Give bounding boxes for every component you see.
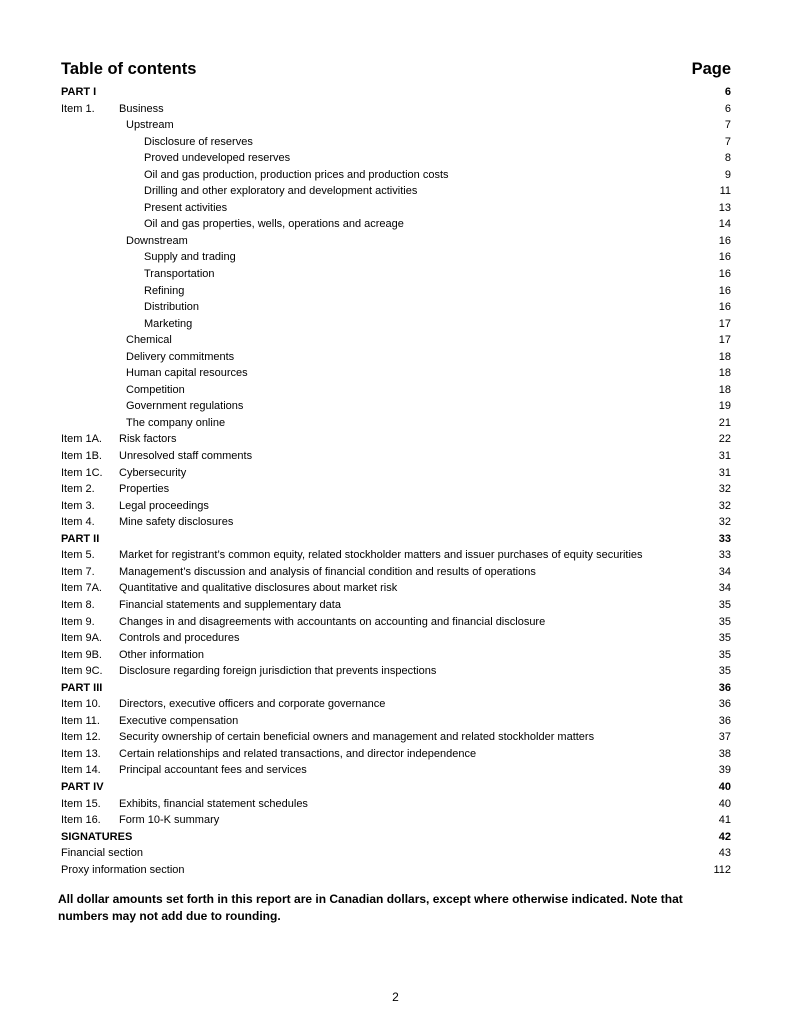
toc-page-number: 43 [718,847,731,860]
toc-page-number: 35 [718,665,731,678]
toc-entry-label: Legal proceedings [119,499,209,512]
toc-item-number: Item 5. [61,549,95,562]
toc-title: Table of contents [61,60,197,78]
toc-page-number: 42 [718,830,731,843]
toc-page-number: 8 [724,152,731,165]
toc-page-number: 13 [718,201,731,214]
toc-entry-label: Cybersecurity [119,466,187,479]
toc-item-number: Item 15. [61,797,101,810]
toc-entry-label: Certain relationships and related transactions, and director independence [119,747,477,760]
toc-row[interactable] [61,167,731,184]
toc-page-number: 6 [724,102,731,115]
toc-page-number: 21 [718,416,731,429]
toc-row[interactable] [61,117,731,134]
toc-item-number: Item 9. [61,615,95,628]
toc-page-number: 6 [724,86,731,98]
currency-note: All dollar amounts set forth in this report are in Canadian dollars, except where otherwise indicated. Note that numbers may not add due to rounding. [58,892,683,923]
toc-page-number: 31 [718,450,731,463]
toc-row[interactable] [61,365,731,382]
toc-entry-label: Government regulations [126,400,244,413]
toc-page-number: 9 [724,168,731,181]
toc-item-number: Item 13. [61,747,101,760]
toc-page-number: 16 [718,251,731,264]
toc-row[interactable] [61,762,731,779]
toc-item-number: Item 7. [61,565,95,578]
toc-entry-label: Market for registrant’s common equity, related stockholder matters and issuer purchases of equity securities [119,549,643,562]
toc-row[interactable] [61,680,731,697]
toc-entry-label: Transportation [144,268,215,281]
toc-row[interactable] [61,663,731,680]
toc-entry-label: Disclosure of reserves [144,135,253,148]
toc-page-number: 40 [718,780,731,793]
toc-page-number: 17 [718,317,731,330]
toc-entry-label: Mine safety disclosures [119,516,234,529]
toc-row[interactable] [61,398,731,415]
toc-row[interactable] [61,531,731,548]
toc-page-number: 11 [719,185,731,198]
toc-row[interactable] [61,465,731,482]
toc-item-number: Item 9B. [61,648,102,661]
toc-row[interactable] [61,547,731,564]
toc-page-number: 14 [718,218,731,231]
page-number: 2 [392,990,399,1004]
toc-page-number: 32 [718,499,731,512]
toc-item-number: Item 14. [61,764,101,777]
toc-row[interactable] [61,183,731,200]
toc-page-number: 16 [718,301,731,314]
toc-page-number: 35 [718,598,731,611]
toc-row[interactable] [61,84,731,101]
toc-row[interactable] [61,431,731,448]
toc-row[interactable] [61,101,731,118]
toc-page-number: 35 [718,648,731,661]
toc-page-number: 7 [724,119,731,132]
toc-row[interactable] [61,580,731,597]
toc-row[interactable] [61,597,731,614]
toc-page-number: 16 [718,234,731,247]
toc-item-number: Item 3. [61,499,95,512]
toc-page-number: 41 [718,814,731,827]
toc-entry-label: Upstream [126,119,174,132]
toc-entry-label: Controls and procedures [119,632,240,645]
toc-entry-label: Oil and gas production, production prices and production costs [144,168,449,181]
toc-row[interactable] [61,249,731,266]
toc-entry-label: PART I [61,86,97,98]
toc-row[interactable] [61,713,731,730]
table-of-contents [61,60,731,878]
toc-entry-label: Delivery commitments [126,350,235,363]
toc-entry-label: Financial section [61,847,143,860]
toc-row[interactable] [61,862,731,879]
toc-page-number: 36 [718,698,731,711]
toc-entry-label: Business [119,102,164,115]
toc-entry-label: Supply and trading [144,251,236,264]
toc-page-number: 19 [718,400,731,413]
toc-row[interactable] [61,150,731,167]
toc-row[interactable] [61,564,731,581]
toc-page-number: 18 [718,383,731,396]
toc-page-number: 16 [718,284,731,297]
toc-item-number: Item 9C. [61,665,103,678]
toc-page-number: 35 [718,615,731,628]
toc-page-number: 32 [718,516,731,529]
toc-page-number: 18 [718,367,731,380]
toc-page-number: 17 [718,334,731,347]
toc-entry-label: Other information [119,648,204,661]
toc-entry-label: Directors, executive officers and corporate governance [119,698,386,711]
toc-row[interactable] [61,216,731,233]
toc-row[interactable] [61,481,731,498]
toc-entry-label: PART II [61,532,100,545]
toc-page-number: 112 [713,863,731,876]
toc-page-number: 18 [718,350,731,363]
toc-page-number: 32 [718,483,731,496]
toc-page-number: 33 [718,532,731,545]
toc-item-number: Item 16. [61,814,101,827]
toc-item-number: Item 9A. [61,632,102,645]
toc-row[interactable] [61,316,731,333]
toc-entry-label: Management’s discussion and analysis of financial condition and results of operations [119,565,536,578]
toc-row[interactable] [61,696,731,713]
toc-row[interactable] [61,796,731,813]
toc-entry-label: Form 10-K summary [119,814,220,827]
toc-item-number: Item 1. [61,102,95,115]
toc-row[interactable] [61,448,731,465]
toc-row[interactable] [61,200,731,217]
toc-row[interactable] [61,630,731,647]
toc-page-number: 34 [718,582,731,595]
toc-row[interactable] [61,514,731,531]
toc-item-number: Item 11. [61,714,100,727]
toc-page-number: 38 [718,747,731,760]
toc-row[interactable] [61,498,731,515]
toc-item-number: Item 10. [61,698,101,711]
toc-entry-label: Distribution [144,301,200,314]
toc-row[interactable] [61,134,731,151]
toc-entry-label: Oil and gas properties, wells, operations and acreage [144,218,404,231]
toc-item-number: Item 4. [61,516,95,529]
toc-entry-label: Marketing [144,317,193,330]
toc-entry-label: The company online [126,416,226,429]
toc-entry-label: Proved undeveloped reserves [144,152,291,165]
toc-page-number: 40 [718,797,731,810]
toc-entry-label: Quantitative and qualitative disclosures about market risk [119,582,398,595]
toc-entry-label: PART III [61,681,103,694]
toc-row[interactable] [61,845,731,862]
toc-item-number: Item 1A. [61,433,102,446]
toc-entry-label: Principal accountant fees and services [119,764,307,777]
toc-item-number: Item 1C. [61,466,103,479]
toc-page-number: 31 [718,466,731,479]
toc-item-number: Item 12. [61,731,101,744]
toc-page-number: 7 [724,135,731,148]
toc-item-number: Item 7A. [61,582,102,595]
toc-entry-label: Human capital resources [126,367,248,380]
toc-page-number: 36 [718,681,731,694]
toc-entry-label: Downstream [126,234,188,247]
toc-entry-label: Unresolved staff comments [119,450,253,463]
toc-page-number: 36 [718,714,731,727]
toc-entry-label: Competition [126,383,185,396]
toc-entry-label: Changes in and disagreements with accountants on accounting and financial disclosure [119,615,546,628]
toc-item-number: Item 8. [61,598,95,611]
toc-entry-label: Exhibits, financial statement schedules [119,797,308,810]
toc-item-number: Item 2. [61,483,95,496]
toc-entry-label: Drilling and other exploratory and development activities [144,185,418,198]
toc-row[interactable] [61,614,731,631]
toc-row[interactable] [61,382,731,399]
toc-row[interactable] [61,729,731,746]
toc-entry-label: SIGNATURES [61,830,133,843]
toc-entry-label: Executive compensation [119,714,239,727]
toc-page-number: 22 [718,433,731,446]
toc-row[interactable] [61,233,731,250]
toc-rows [61,84,731,878]
toc-header [61,60,731,84]
toc-entry-label: Proxy information section [61,863,185,876]
toc-row[interactable] [61,647,731,664]
toc-entry-label: Refining [144,284,185,297]
toc-page-number: 39 [718,764,731,777]
toc-entry-label: Security ownership of certain beneficial owners and management and related stockholder matters [119,731,595,744]
toc-row[interactable] [61,299,731,316]
toc-page-number: 33 [718,549,731,562]
toc-row[interactable] [61,266,731,283]
toc-page-number: 37 [718,731,731,744]
toc-entry-label: Disclosure regarding foreign jurisdiction that prevents inspections [119,665,437,678]
toc-entry-label: Chemical [126,334,172,347]
toc-page-number: 16 [718,268,731,281]
toc-row[interactable] [61,829,731,846]
page-column-header: Page [691,60,731,78]
toc-entry-label: Present activities [144,201,228,214]
toc-row[interactable] [61,779,731,796]
toc-row[interactable] [61,746,731,763]
toc-entry-label: PART IV [61,780,104,793]
toc-entry-label: Risk factors [119,433,177,446]
toc-entry-label: Financial statements and supplementary data [119,598,341,611]
toc-row[interactable] [61,283,731,300]
toc-page-number: 35 [718,632,731,645]
toc-page-number: 34 [718,565,731,578]
toc-row[interactable] [61,332,731,349]
toc-item-number: Item 1B. [61,450,102,463]
toc-row[interactable] [61,812,731,829]
toc-entry-label: Properties [119,483,170,496]
toc-row[interactable] [61,415,731,432]
toc-row[interactable] [61,349,731,366]
